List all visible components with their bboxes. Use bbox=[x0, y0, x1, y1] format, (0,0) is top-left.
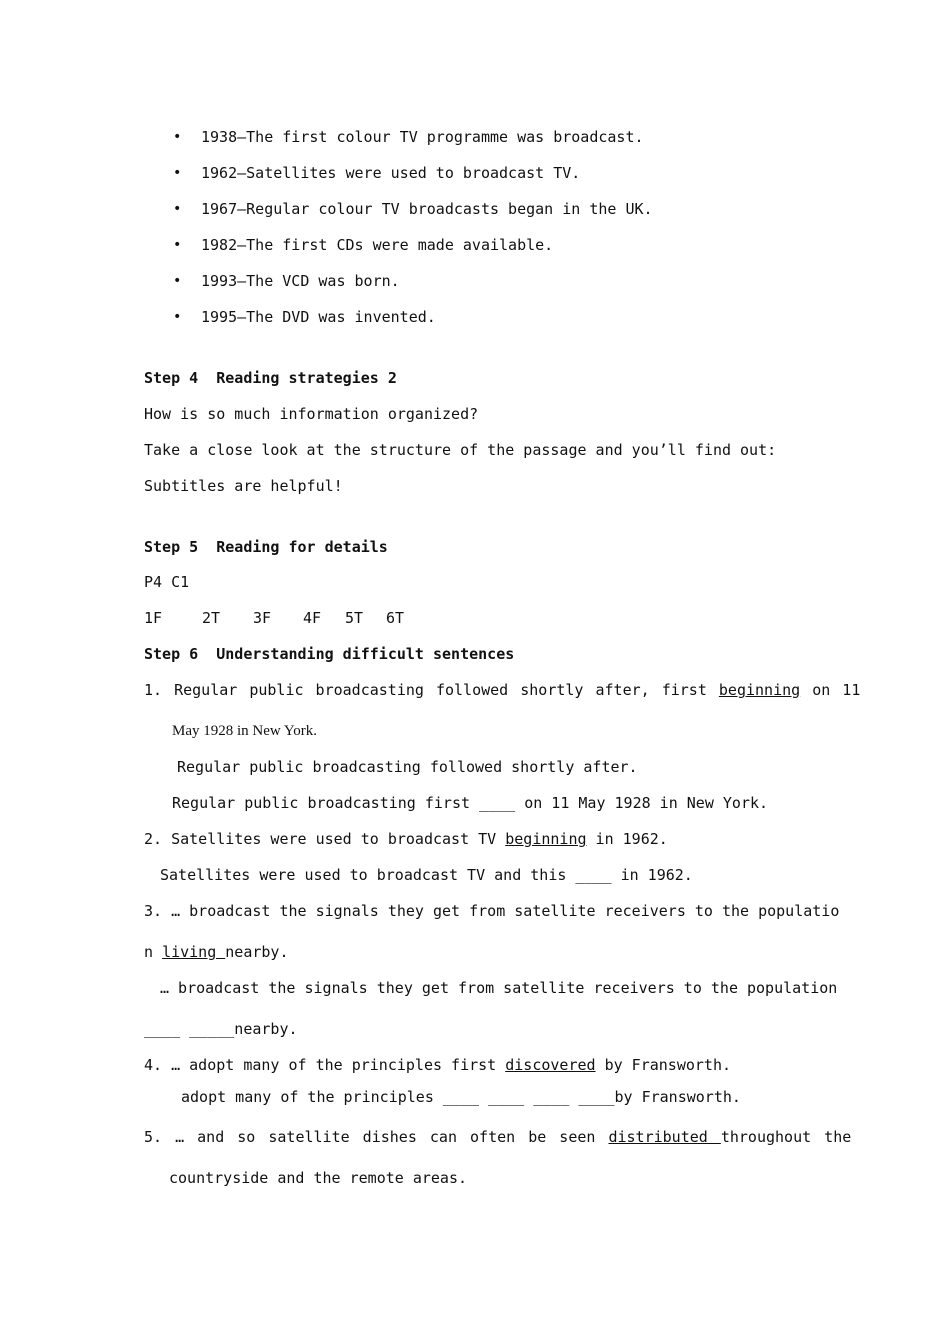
sentence-4-original bbox=[144, 1055, 731, 1075]
underlined-word: beginning bbox=[505, 830, 587, 848]
sentence-text: 2. Satellites were used to broadcast TV bbox=[144, 830, 506, 848]
sentence-text: 5. … and so satellite dishes can often be seen bbox=[144, 1128, 609, 1146]
step4-answer: Subtitles are helpful! bbox=[144, 477, 343, 495]
underlined-word: distributed bbox=[608, 1128, 721, 1146]
sentence-1-blank: Regular public broadcasting first ____ on 11 May 1928 in New York. bbox=[172, 794, 769, 812]
step4-instruction: Take a close look at the structure of the passage and you’ll find out: bbox=[144, 441, 777, 459]
answer-item: 2T bbox=[202, 609, 221, 627]
sentence-1-paraphrase: Regular public broadcasting followed shortly after. bbox=[177, 758, 638, 776]
bullet-icon: • bbox=[173, 237, 182, 253]
sentence-1-continued: May 1928 in New York. bbox=[172, 723, 318, 739]
sentence-3-original: 3. … broadcast the signals they get from satellite receivers to the populatio bbox=[144, 902, 840, 920]
step5-reference: P4 C1 bbox=[144, 573, 190, 591]
sentence-3-blank: ____ _____nearby. bbox=[144, 1020, 298, 1038]
bullet-icon: • bbox=[173, 165, 182, 181]
underlined-word: discovered bbox=[505, 1056, 596, 1074]
sentence-text: 4. … adopt many of the principles first bbox=[144, 1056, 506, 1074]
underlined-word: beginning bbox=[718, 681, 801, 699]
bullet-icon: • bbox=[173, 309, 182, 325]
sentence-5-continued: countryside and the remote areas. bbox=[169, 1169, 468, 1187]
answer-item: 6T bbox=[386, 609, 405, 627]
sentence-text: on 11 bbox=[800, 681, 861, 699]
bullet-icon: • bbox=[173, 129, 182, 145]
bullet-icon: • bbox=[173, 201, 182, 217]
bullet-icon: • bbox=[173, 273, 182, 289]
underlined-word: living bbox=[162, 943, 226, 961]
timeline-item: 1938—The first colour TV programme was broadcast. bbox=[201, 128, 644, 146]
sentence-3-paraphrase: … broadcast the signals they get from satellite receivers to the population bbox=[160, 979, 838, 997]
timeline-item: 1962—Satellites were used to broadcast TV. bbox=[201, 164, 581, 182]
sentence-2-original bbox=[144, 829, 668, 849]
sentence-4-blank: adopt many of the principles ____ ____ ____ ____by Fransworth. bbox=[181, 1088, 741, 1106]
sentence-5-original bbox=[144, 1127, 851, 1147]
sentence-2-blank: Satellites were used to broadcast TV and this ____ in 1962. bbox=[160, 866, 693, 884]
sentence-1-original bbox=[144, 680, 860, 700]
answer-item: 3F bbox=[253, 609, 272, 627]
step4-question: How is so much information organized? bbox=[144, 405, 479, 423]
timeline-item: 1982—The first CDs were made available. bbox=[201, 236, 554, 254]
step4-heading: Step 4 Reading strategies 2 bbox=[144, 369, 397, 387]
sentence-text: throughout the bbox=[720, 1128, 852, 1146]
sentence-text: in 1962. bbox=[586, 830, 668, 848]
sentence-text: nearby. bbox=[225, 943, 289, 961]
timeline-item: 1995—The DVD was invented. bbox=[201, 308, 436, 326]
timeline-item: 1993—The VCD was born. bbox=[201, 272, 400, 290]
step6-heading: Step 6 Understanding difficult sentences bbox=[144, 645, 515, 663]
answer-item: 1F bbox=[144, 609, 163, 627]
sentence-text: by Fransworth. bbox=[595, 1056, 732, 1074]
sentence-3-continued bbox=[144, 942, 289, 962]
answer-item: 4F bbox=[303, 609, 322, 627]
sentence-text: n bbox=[144, 943, 163, 961]
sentence-text: 1. Regular public broadcasting followed shortly after, first bbox=[144, 681, 719, 699]
step5-heading: Step 5 Reading for details bbox=[144, 538, 388, 556]
timeline-item: 1967—Regular colour TV broadcasts began in the UK. bbox=[201, 200, 653, 218]
answer-item: 5T bbox=[345, 609, 364, 627]
